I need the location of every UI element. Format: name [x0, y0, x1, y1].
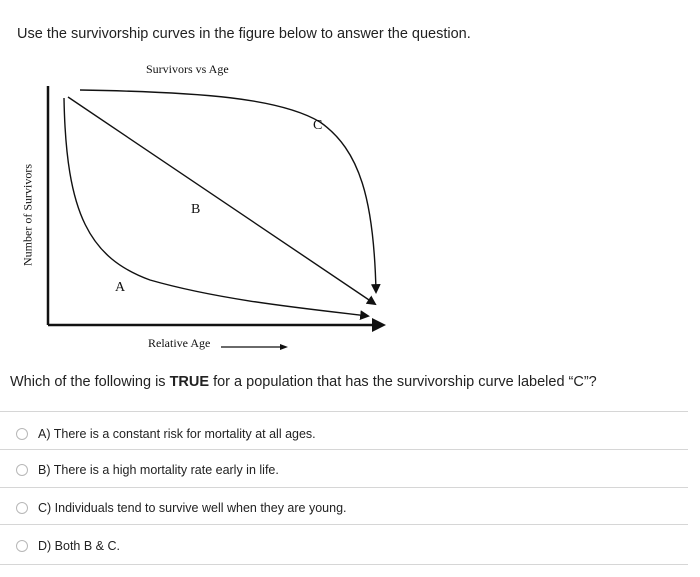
option-b-radio[interactable]: [16, 464, 28, 476]
option-b[interactable]: [10, 457, 279, 483]
curve-c: [80, 90, 376, 292]
option-a-radio[interactable]: [16, 428, 28, 440]
option-a[interactable]: [10, 421, 316, 447]
option-d-radio[interactable]: [16, 540, 28, 552]
divider: [0, 564, 688, 565]
option-b-label: B) There is a high mortality rate early in life.: [38, 463, 279, 477]
question-before: Which of the following is: [10, 374, 170, 390]
y-axis-label: Number of Survivors: [20, 164, 35, 266]
option-d-label: D) Both B & C.: [38, 539, 120, 553]
option-c-radio[interactable]: [16, 502, 28, 514]
question-after: for a population that has the survivorship curve labeled “C”?: [209, 374, 597, 390]
question-text: [10, 374, 597, 390]
divider: [0, 487, 688, 488]
curve-b: [68, 97, 375, 304]
intro-text: Use the survivorship curves in the figure below to answer the question.: [17, 26, 471, 42]
x-axis-label: Relative Age: [148, 336, 211, 350]
curve-a: [64, 98, 368, 316]
relative-age-arrowhead: [280, 344, 288, 350]
divider: [0, 411, 688, 412]
option-c-label: C) Individuals tend to survive well when they are young.: [38, 501, 347, 515]
curve-label-c: C: [313, 118, 323, 133]
figure-title: Survivors vs Age: [146, 62, 229, 76]
x-axis-arrow: [372, 318, 386, 332]
option-a-label: A) There is a constant risk for mortality at all ages.: [38, 427, 316, 441]
divider: [0, 449, 688, 450]
divider: [0, 524, 688, 525]
question-emphasis: TRUE: [169, 374, 210, 390]
curve-label-a: A: [115, 280, 126, 295]
option-c[interactable]: [10, 495, 347, 521]
option-d[interactable]: [10, 533, 120, 559]
curve-label-b: B: [191, 202, 201, 217]
